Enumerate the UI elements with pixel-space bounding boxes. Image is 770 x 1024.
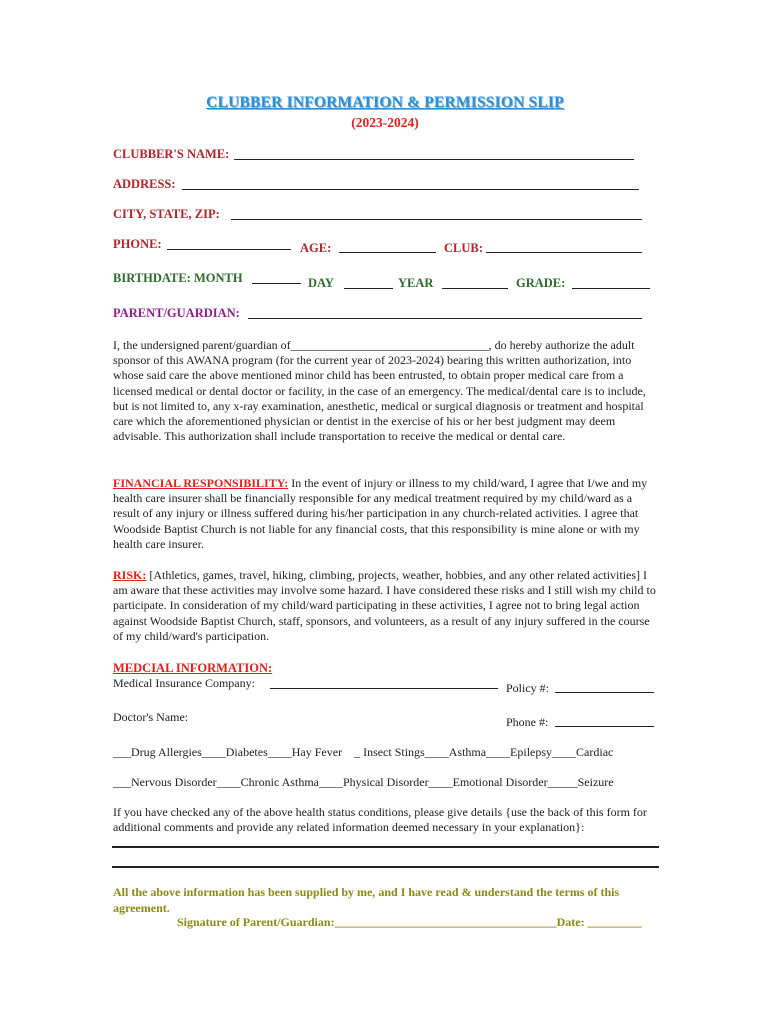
phone-field[interactable] (167, 249, 291, 250)
date-label: Date: (556, 915, 585, 929)
parent-guardian-field[interactable] (248, 318, 642, 319)
date-field[interactable]: _________ (587, 915, 642, 929)
age-label: AGE: (300, 241, 332, 255)
conditions-row-2[interactable]: ___Nervous Disorder____Chronic Asthma____Physical Disorder____Emotional Disorder_____Seizure (113, 775, 614, 789)
birthdate-month-field[interactable] (252, 283, 301, 284)
financial-heading: FINANCIAL RESPONSIBILITY: (113, 476, 289, 490)
city-state-zip-label: CITY, STATE, ZIP: (113, 207, 220, 221)
club-label: CLUB: (444, 241, 483, 255)
clubber-name-field[interactable] (234, 159, 634, 160)
health-details-note: If you have checked any of the above health status conditions, please give details {use the back of this form for additional comments and provide any related information deemed necessary in your explanation}: (113, 805, 647, 835)
authorized-child-blank[interactable]: _________________________________ (290, 338, 489, 352)
phone-label: PHONE: (113, 237, 162, 251)
grade-field[interactable] (572, 288, 650, 289)
birthdate-day-label: DAY (308, 276, 334, 290)
address-field[interactable] (182, 189, 639, 190)
doctor-phone-field[interactable] (555, 726, 654, 727)
age-field[interactable] (339, 252, 436, 253)
doctor-name-label: Doctor's Name: (113, 710, 189, 724)
policy-label: Policy #: (506, 681, 550, 695)
birthdate-year-label: YEAR (398, 276, 434, 290)
club-field[interactable] (486, 252, 642, 253)
signature-row (177, 915, 642, 930)
form-title: CLUBBER INFORMATION & PERMISSION SLIP (206, 94, 564, 111)
details-line-2[interactable] (112, 866, 659, 868)
grade-label: GRADE: (516, 276, 566, 290)
clubber-name-label: CLUBBER'S NAME: (113, 147, 230, 161)
city-state-zip-field[interactable] (231, 219, 642, 220)
doctor-phone-label: Phone #: (506, 715, 549, 729)
risk-heading: RISK: (113, 568, 147, 582)
details-line-1[interactable] (112, 846, 659, 848)
birthdate-month-label: BIRTHDATE: MONTH (113, 271, 243, 285)
authorization-paragraph (113, 338, 658, 444)
form-year: (2023-2024) (351, 115, 419, 130)
attestation-statement: All the above information has been supplied by me, and I have read & understand the terms of this agreement. (113, 885, 620, 915)
authorization-text: , do hereby authorize the adult sponsor of this AWANA program (for the current year of 2023-2024) bearing this written authorization, into whose said care the above mentioned minor child has been entrusted, to obtain proper medical care from a licensed medical or dental doctor or facility, in the case of an emergency. The medical/dental care is to include, but is not limited to, any x-ray examination, anesthetic, medical or surgical diagnosis or treatment and hospital care which the aforementioned physician or dentist in the exercise of his or her best judgment may deem advisable. This authorization shall include transportation to receive the medical or dental care. (113, 338, 646, 444)
risk-text: [Athletics, games, travel, hiking, climbing, projects, weather, hobbies, and any other related activities] I am aware that these activities may involve some hazard. I have considered these risks and I still wish my child to participate. In consideration of my child/ward participating in these activities, I agree not to bring legal action against Woodside Baptist Church, staff, sponsors, and volunteers, as a result of any injury suffered in the course of my child/ward's participation. (113, 568, 656, 643)
birthdate-day-field[interactable] (344, 288, 393, 289)
financial-responsibility-paragraph (113, 476, 658, 552)
parent-guardian-label: PARENT/GUARDIAN: (113, 306, 240, 320)
medical-heading: MEDCIAL INFORMATION: (113, 661, 273, 675)
insurance-company-label: Medical Insurance Company: (113, 676, 255, 690)
insurance-company-field[interactable] (270, 688, 498, 689)
signature-label: Signature of Parent/Guardian: (177, 915, 335, 929)
authorization-lead: I, the undersigned parent/guardian of (113, 338, 291, 352)
financial-text: In the event of injury or illness to my child/ward, I agree that I/we and my health care insurer shall be financially responsible for any medical treatment required by my child/ward as a result of any injury or illness suffered during his/her participation in any church-related activities. I agree that Woodside Baptist Church is not liable for any financial costs, that this responsibility is mine alone or with my health care insurer. (113, 476, 648, 551)
birthdate-year-field[interactable] (442, 288, 508, 289)
conditions-row-1[interactable]: ___Drug Allergies____Diabetes____Hay Fever _ Insect Stings____Asthma____Epilepsy____Cardiac (113, 745, 614, 759)
risk-paragraph (113, 568, 658, 644)
address-label: ADDRESS: (113, 177, 176, 191)
signature-field[interactable]: _____________________________________ (334, 915, 557, 929)
policy-field[interactable] (555, 692, 654, 693)
